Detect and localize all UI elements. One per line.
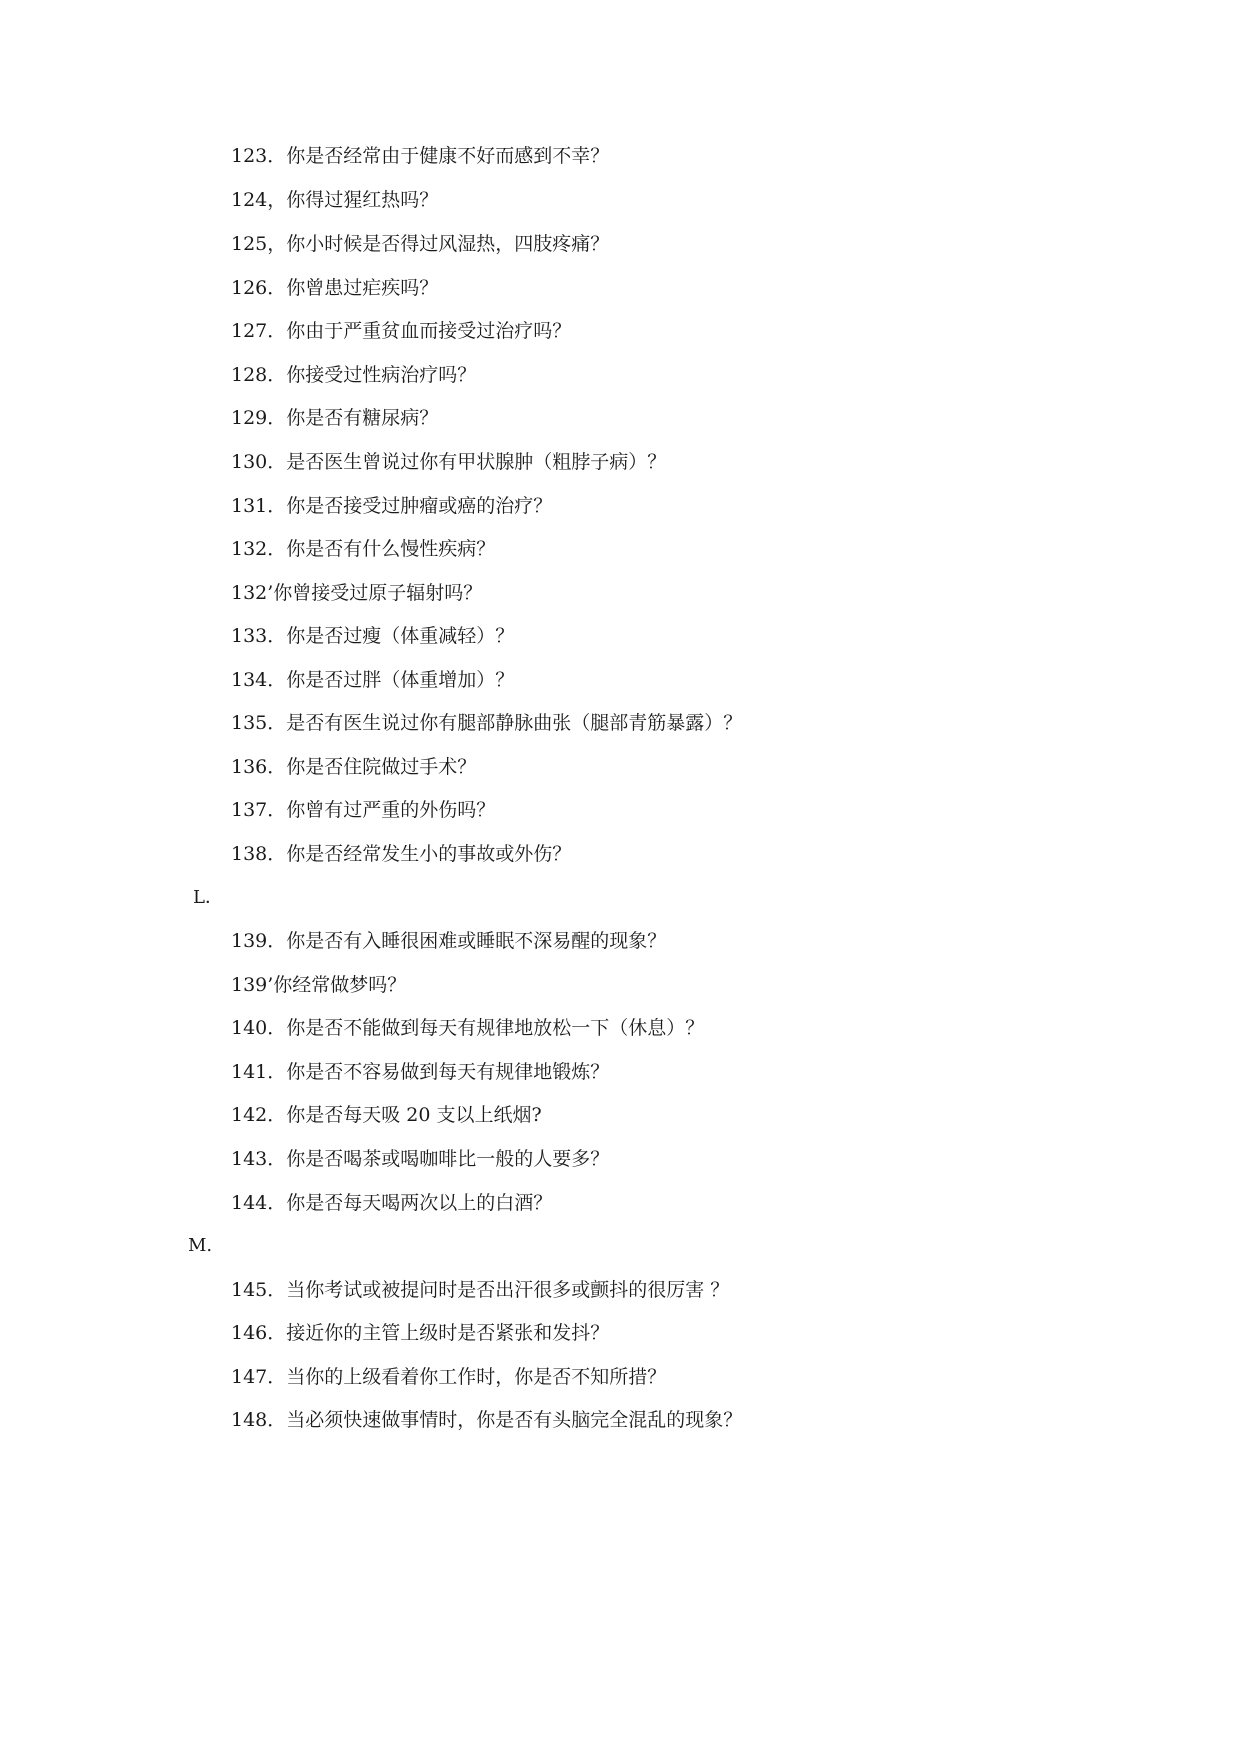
question-136: 136．你是否住院做过手术？ (231, 756, 477, 778)
question-138: 138．你是否经常发生小的事故或外伤？ (231, 843, 572, 865)
question-128: 128．你接受过性病治疗吗？ (231, 364, 477, 386)
section-label-l: L． (193, 887, 223, 908)
question-126: 126．你曾患过疟疾吗？ (231, 277, 439, 299)
question-135: 135．是否有医生说过你有腿部静脉曲张（腿部青筋暴露）？ (231, 712, 743, 734)
question-129: 129．你是否有糖尿病？ (231, 407, 439, 429)
question-130: 130．是否医生曾说过你有甲状腺肿（粗脖子病）？ (231, 451, 667, 473)
question-133: 133．你是否过瘦（体重减轻）？ (231, 625, 515, 647)
question-131: 131．你是否接受过肿瘤或癌的治疗？ (231, 495, 553, 517)
question-132: 132．你是否有什么慢性疾病？ (231, 538, 496, 560)
question-123: 123．你是否经常由于健康不好而感到不幸？ (231, 145, 610, 167)
question-140: 140．你是否不能做到每天有规律地放松一下（休息）？ (231, 1017, 705, 1039)
question-141: 141．你是否不容易做到每天有规律地锻炼？ (231, 1061, 610, 1083)
question-143: 143．你是否喝茶或喝咖啡比一般的人要多？ (231, 1148, 610, 1170)
question-124: 124，你得过猩红热吗？ (231, 189, 439, 211)
question-139-prime: 139’你经常做梦吗？ (231, 974, 407, 996)
question-147: 147．当你的上级看着你工作时，你是否不知所措？ (231, 1366, 667, 1388)
question-139: 139．你是否有入睡很困难或睡眠不深易醒的现象？ (231, 930, 667, 952)
section-label-m: M. (188, 1235, 213, 1256)
question-132-prime: 132’你曾接受过原子辐射吗？ (231, 582, 483, 604)
question-142: 142．你是否每天吸 20 支以上纸烟? (231, 1104, 542, 1126)
question-125: 125，你小时候是否得过风湿热，四肢疼痛？ (231, 233, 610, 255)
question-144: 144．你是否每天喝两次以上的白酒？ (231, 1192, 553, 1214)
question-137: 137．你曾有过严重的外伤吗？ (231, 799, 496, 821)
question-146: 146．接近你的主管上级时是否紧张和发抖？ (231, 1322, 610, 1344)
question-134: 134．你是否过胖（体重增加）？ (231, 669, 515, 691)
question-148: 148．当必须快速做事情时，你是否有头脑完全混乱的现象？ (231, 1409, 743, 1431)
question-145: 145．当你考试或被提问时是否出汗很多或颤抖的很厉害 ？ (231, 1279, 730, 1301)
question-127: 127．你由于严重贫血而接受过治疗吗？ (231, 320, 572, 342)
